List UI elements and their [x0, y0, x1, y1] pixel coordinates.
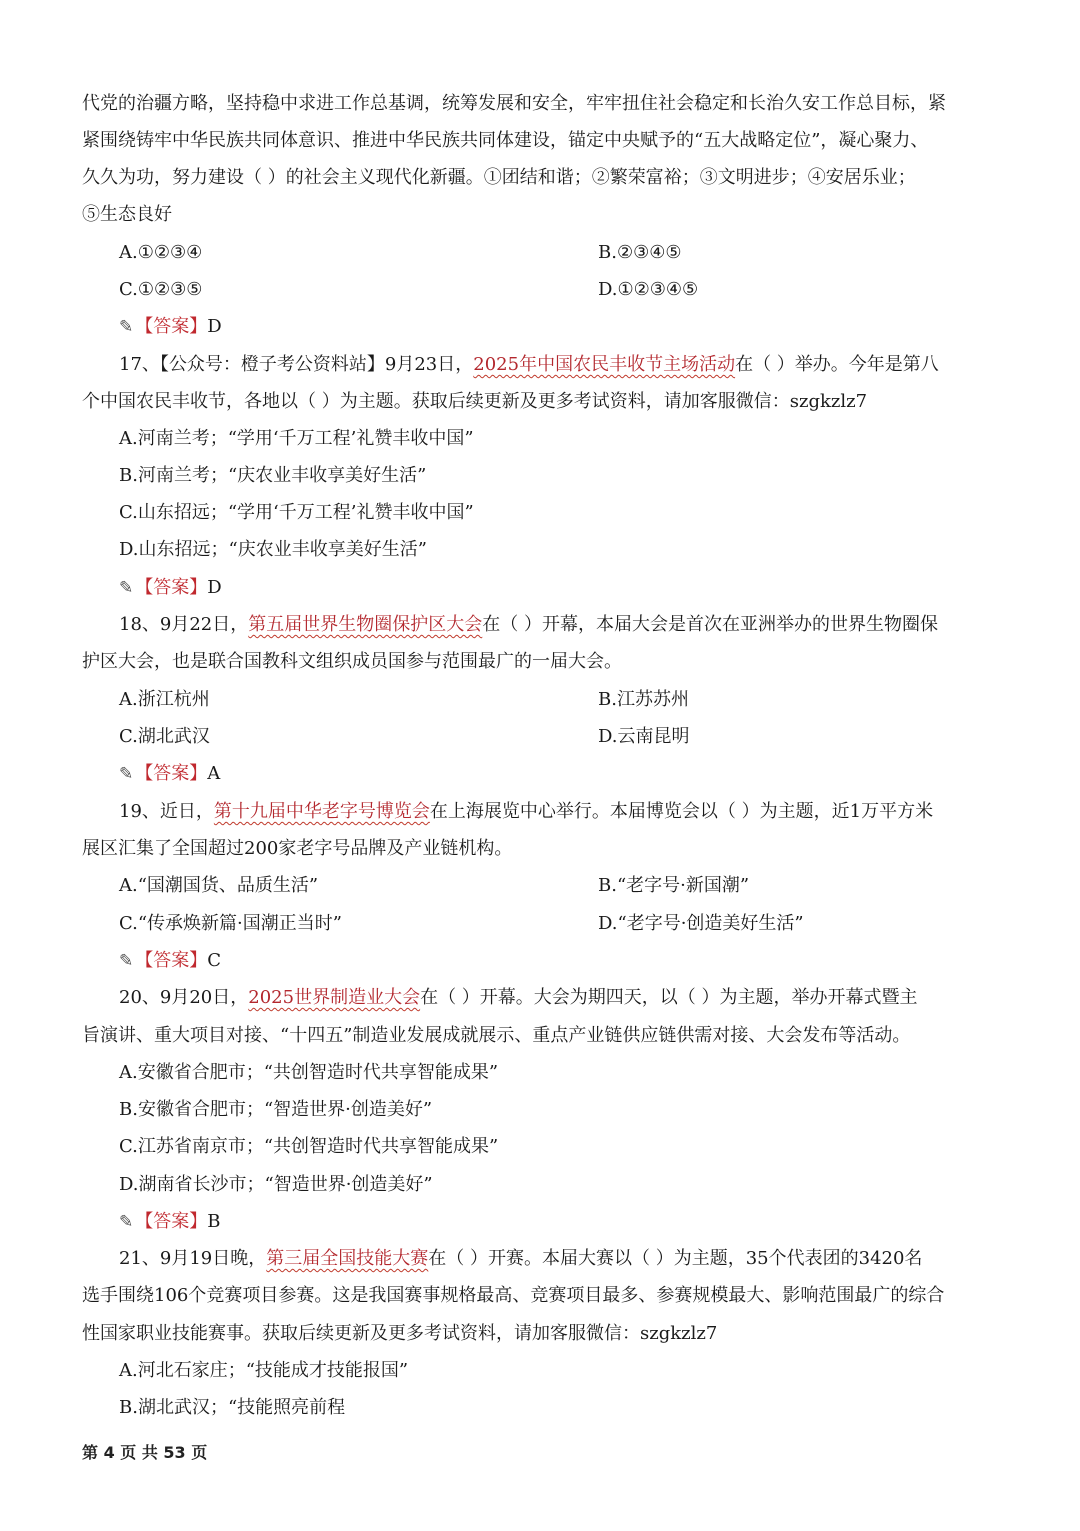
- pencil-icon: ✎: [119, 1212, 134, 1232]
- q20-line-2: 旨演讲、重大项目对接、“十四五”制造业发展成就展示、重点产业链供应链供需对接、大会发布等活动。: [82, 1025, 911, 1046]
- q19-answer: [119, 942, 221, 979]
- q20-line-1: [119, 979, 1000, 1016]
- q16-option-b: B.②③④⑤: [598, 242, 682, 263]
- q17-suffix: 在（ ）举办。今年是第八: [735, 354, 939, 375]
- answer-label: 【答案】: [135, 316, 208, 337]
- q20-option-d: D.湖南省长沙市；“智造世界·创造美好”: [119, 1174, 433, 1195]
- q16-option-d: D.①②③④⑤: [598, 279, 699, 300]
- q17-prefix: 17、【公众号：橙子考公资料站】9月23日，: [119, 354, 474, 375]
- q18-suffix: 在（ ）开幕，本届大会是首次在亚洲举办的世界生物圈保: [482, 614, 938, 635]
- answer-value: D: [207, 316, 222, 337]
- q17-option-c: C.山东招远；“学用‘千万工程’礼赞丰收中国”: [119, 502, 474, 523]
- q21-line-1: [119, 1240, 1000, 1277]
- q19-option-c: C.“传承焕新篇·国潮正当时”: [119, 913, 342, 934]
- q19-option-b: B.“老字号·新国潮”: [598, 875, 750, 896]
- intro-line-4: ⑤生态良好: [82, 204, 172, 225]
- q16-answer: [119, 308, 222, 345]
- q21-option-a: A.河北石家庄；“技能成才技能报国”: [119, 1360, 409, 1381]
- q18-line-2: 护区大会，也是联合国教科文组织成员国参与范围最广的一届大会。: [82, 651, 622, 672]
- intro-line-2: 紧围绕铸牢中华民族共同体意识、推进中华民族共同体建设，锚定中央赋予的“五大战略定位”，凝心聚力、: [82, 130, 929, 151]
- answer-label: 【答案】: [135, 1211, 208, 1232]
- q16-option-a: A.①②③④: [119, 242, 203, 263]
- q18-prefix: 18、9月22日，: [119, 614, 249, 635]
- q19-suffix: 在上海展览中心举行。本届博览会以（ ）为主题，近1万平方米: [429, 801, 934, 822]
- answer-value: D: [207, 577, 222, 598]
- q18-line-1: [119, 606, 1000, 643]
- q16-option-c: C.①②③⑤: [119, 279, 203, 300]
- pencil-icon: ✎: [119, 764, 134, 784]
- q21-line-2: 选手围绕106个竞赛项目参赛。这是我国赛事规格最高、竞赛项目最多、参赛规模最大、影响范围最广的综合: [82, 1285, 945, 1306]
- q17-line-2: 个中国农民丰收节，各地以（ ）为主题。获取后续更新及更多考试资料，请加客服微信：szgkzlz7: [82, 391, 868, 412]
- answer-value: A: [207, 763, 221, 784]
- q20-option-b: B.安徽省合肥市；“智造世界·创造美好”: [119, 1099, 433, 1120]
- q18-option-d: D.云南昆明: [598, 726, 690, 747]
- intro-line-1: 代党的治疆方略，坚持稳中求进工作总基调，统筹发展和安全，牢牢扭住社会稳定和长治久安工作总目标，紧: [82, 93, 946, 114]
- q18-option-b: B.江苏苏州: [598, 689, 689, 710]
- page-number: 第 4 页 共 53 页: [82, 1443, 208, 1462]
- answer-value: B: [207, 1211, 221, 1232]
- q20-highlight: 2025世界制造业大会: [248, 987, 421, 1008]
- answer-value: C: [207, 950, 222, 971]
- q20-option-c: C.江苏省南京市；“共创智造时代共享智能成果”: [119, 1136, 499, 1157]
- q21-highlight: 第三届全国技能大赛: [266, 1248, 429, 1269]
- q17-option-b: B.河南兰考；“庆农业丰收享美好生活”: [119, 465, 427, 486]
- q21-suffix: 在（ ）开赛。本届大赛以（ ）为主题，35个代表团的3420名: [428, 1248, 923, 1269]
- q20-prefix: 20、9月20日，: [119, 987, 249, 1008]
- q17-line-1: [119, 346, 1000, 383]
- q19-prefix: 19、近日，: [119, 801, 214, 822]
- q19-line-1: [119, 793, 1000, 830]
- answer-label: 【答案】: [135, 577, 208, 598]
- pencil-icon: ✎: [119, 578, 134, 598]
- q19-option-d: D.“老字号·创造美好生活”: [598, 913, 804, 934]
- q18-highlight: 第五届世界生物圈保护区大会: [248, 614, 483, 635]
- q17-answer: [119, 569, 222, 606]
- intro-line-3: 久久为功，努力建设（ ）的社会主义现代化新疆。①团结和谐；②繁荣富裕；③文明进步；④安居乐业；: [82, 167, 916, 188]
- q21-option-b: B.湖北武汉；“技能照亮前程: [119, 1397, 346, 1418]
- answer-label: 【答案】: [135, 763, 208, 784]
- q17-option-a: A.河南兰考；“学用‘千万工程’礼赞丰收中国”: [119, 428, 474, 449]
- q19-line-2: 展区汇集了全国超过200家老字号品牌及产业链机构。: [82, 838, 513, 859]
- q18-answer: [119, 755, 220, 792]
- q20-suffix: 在（ ）开幕。大会为期四天，以（ ）为主题，举办开幕式暨主: [420, 987, 918, 1008]
- q17-highlight: 2025年中国农民丰收节主场活动: [473, 354, 736, 375]
- q18-option-a: A.浙江杭州: [119, 689, 210, 710]
- q20-answer: [119, 1203, 220, 1240]
- q19-highlight: 第十九届中华老字号博览会: [213, 801, 430, 822]
- q20-option-a: A.安徽省合肥市；“共创智造时代共享智能成果”: [119, 1062, 499, 1083]
- q21-prefix: 21、9月19日晚，: [119, 1248, 267, 1269]
- answer-label: 【答案】: [135, 950, 208, 971]
- pencil-icon: ✎: [119, 951, 134, 971]
- q18-option-c: C.湖北武汉: [119, 726, 210, 747]
- q19-option-a: A.“国潮国货、品质生活”: [119, 875, 319, 896]
- q21-line-3: 性国家职业技能赛事。获取后续更新及更多考试资料，请加客服微信：szgkzlz7: [82, 1323, 718, 1344]
- pencil-icon: ✎: [119, 317, 134, 337]
- q17-option-d: D.山东招远；“庆农业丰收享美好生活”: [119, 539, 427, 560]
